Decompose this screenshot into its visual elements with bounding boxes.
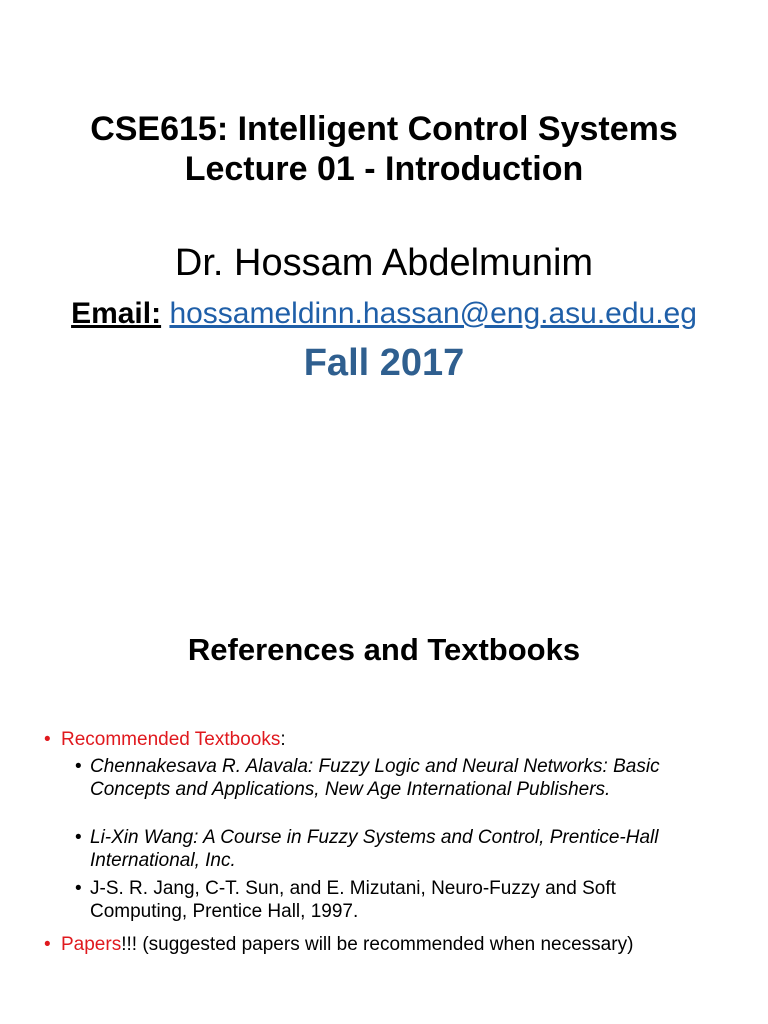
- email-link[interactable]: hossameldinn.hassan@eng.asu.edu.eg: [169, 297, 697, 330]
- textbook-text: Li-Xin Wang: A Course in Fuzzy Systems and Control, Prentice-Hall International, Inc.: [90, 827, 659, 871]
- textbook-item: [75, 877, 715, 923]
- instructor-name: Dr. Hossam Abdelmunim: [174, 242, 594, 284]
- course-title: CSE615: Intelligent Control Systems: [90, 110, 678, 148]
- recommended-textbooks-bullet: [44, 728, 744, 752]
- bullet-marker: •: [75, 756, 82, 777]
- bullet-marker: •: [44, 934, 51, 955]
- lecture-title: Lecture 01 - Introduction: [184, 150, 584, 188]
- textbook-text: Chennakesava R. Alavala: Fuzzy Logic and Neural Networks: Basic Concepts and Applications, New Age International Publishers.: [90, 756, 660, 800]
- papers-suffix: !!! (suggested papers will be recommended when necessary): [121, 934, 634, 955]
- email-line: [0, 294, 768, 334]
- recommended-textbooks-label: Recommended Textbooks: [61, 729, 281, 750]
- term-label: Fall 2017: [303, 342, 465, 384]
- textbook-text: J-S. R. Jang, C-T. Sun, and E. Mizutani, Neuro-Fuzzy and Soft Computing, Prentice Hall, 1997.: [90, 878, 616, 922]
- textbook-item: [75, 755, 715, 801]
- bullet-marker: •: [75, 827, 82, 848]
- references-heading: References and Textbooks: [187, 632, 581, 667]
- references-slide: [0, 512, 768, 1024]
- recommended-textbooks-suffix: :: [280, 729, 286, 750]
- papers-bullet: [44, 933, 744, 957]
- papers-label: Papers: [61, 934, 122, 955]
- bullet-marker: •: [75, 878, 82, 899]
- textbook-item: [75, 826, 715, 872]
- bullet-marker: •: [44, 729, 51, 750]
- email-label: Email:: [71, 297, 162, 330]
